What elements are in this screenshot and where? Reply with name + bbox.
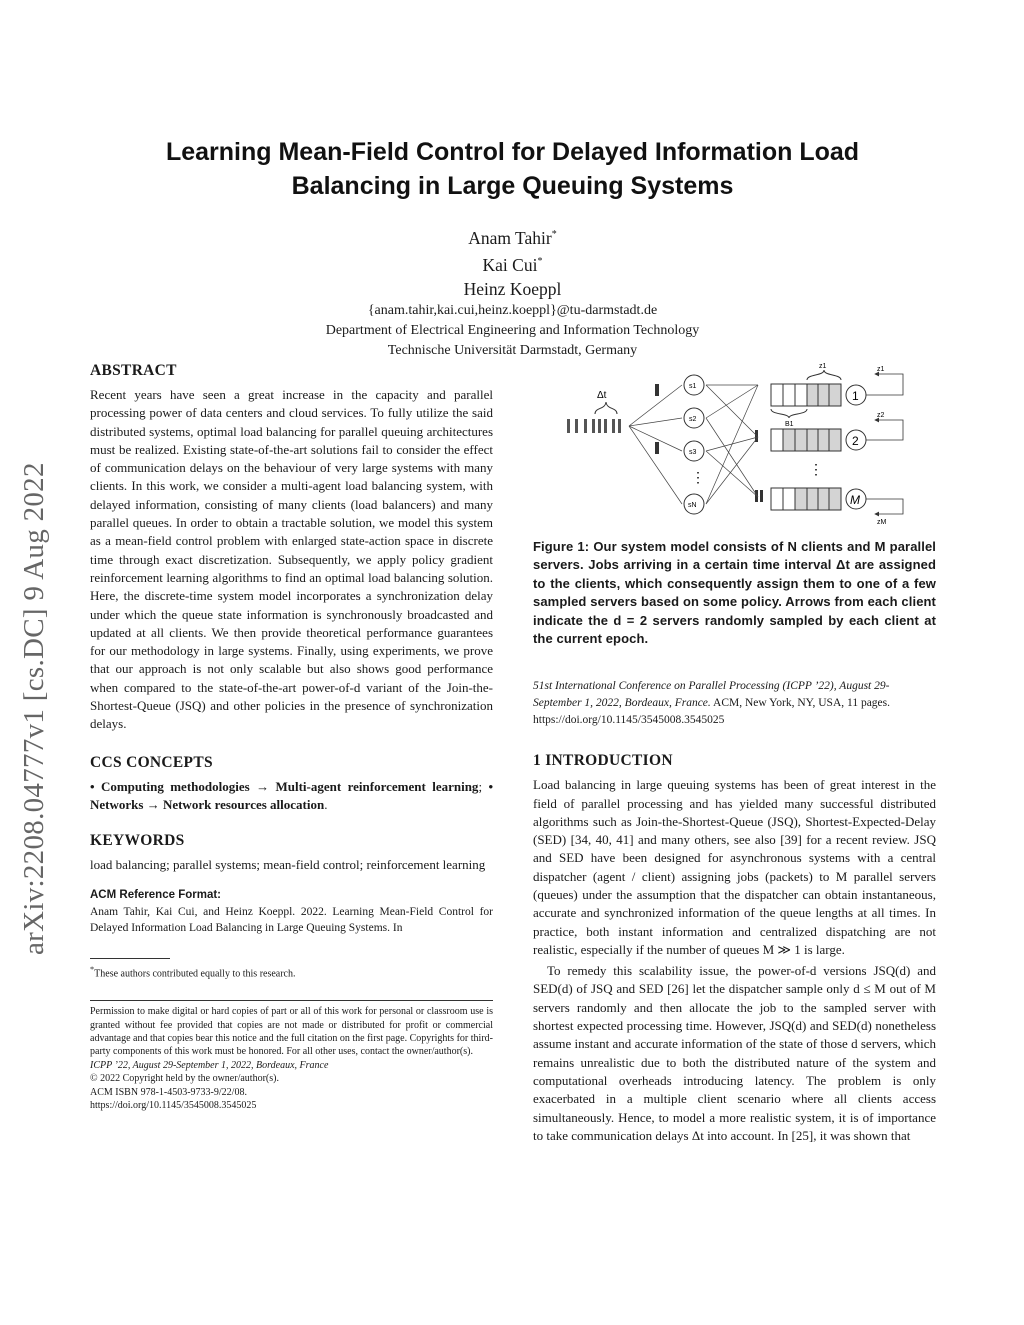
title-line-2: Balancing in Large Queuing Systems	[291, 172, 734, 200]
intro-paragraph-2: To remedy this scalability issue, the power-of-d versions JSQ(d) and SED(d) of JSQ and SED [26] let the dispatcher sample only d ≤ M out of M servers randomly and then allocate the job to the sampled server with shortest expected processing time. However, JSQ(d) and SED(d) nonetheless assume instant and accurate information of the state of those d servers, which remains unrealistic due to both the distributed nature of the system and computational overheads introducing latency. The problem is only exacerbated in a multiple client scenario where all clients access simultaneously. Hence, to model a more realistic system, it is of importance to take communication delays Δt into account. In [25], it was shown that	[533, 963, 936, 1143]
zM-label: zM	[877, 519, 887, 526]
client-dots: ⋮	[691, 469, 705, 485]
figure-caption: Figure 1: Our system model consists of N clients and M parallel servers. Jobs arriving in a certain time interval Δt are assigned to the clients, which consequently assign them to one of a few sampled servers based on some policy. Arrows from each client indicate the d = 2 servers randomly sampled by each client at the current epoch.	[533, 539, 937, 647]
arxiv-identifier: arXiv:2208.04777v1 [cs.DC] 9 Aug 2022	[18, 462, 50, 955]
ccs-concepts: • Computing methodologies → Multi-agent reinforcement learning; • Networks → Network resources allocation.	[90, 778, 494, 812]
delta-t-brace	[595, 402, 617, 414]
clients	[684, 375, 704, 514]
permission-divider	[90, 1000, 493, 1001]
figure-1	[533, 362, 936, 532]
z1-feedback-label: z1	[877, 366, 885, 373]
job-marker	[760, 490, 763, 502]
client-s3-label: s3	[689, 449, 697, 456]
introduction-heading: 1 INTRODUCTION	[533, 752, 673, 770]
permission-notice: Permission to make digital or hard copies of part or all of this work for personal or classroom use is granted without fee provided that copies are not made or distributed for profit or commercial advantage and that copies bear this notice and the full citation on the first page. Copyrights for third-party components of this work must be honored. For all other uses, contact the owner/author(s).	[90, 1006, 493, 1058]
delta-t-label: Δt	[597, 390, 607, 401]
author-1: Anam Tahir*	[468, 227, 557, 248]
feedback-arrows	[866, 374, 903, 514]
queue-M-label: M	[850, 493, 860, 507]
author-email: {anam.tahir,kai.cui,heinz.koeppl}@tu-darmstadt.de	[367, 302, 658, 318]
title-block	[90, 135, 935, 361]
doi: https://doi.org/10.1145/3545008.3545025	[90, 1100, 257, 1112]
b1-label: B1	[785, 421, 794, 428]
job-marker	[655, 442, 659, 454]
conference-note: 51st International Conference on Parallel Processing (ICPP ’22), August 29-September 1, 2022, Bordeaux, France. ACM, New York, NY, USA, 11 pages. https://doi.org/10.1145/3545008.3545025	[533, 680, 891, 726]
ccs-heading: CCS CONCEPTS	[90, 753, 213, 771]
system-model-diagram	[533, 362, 936, 532]
queue-2-label: 2	[852, 434, 859, 448]
department: Department of Electrical Engineering and Information Technology	[325, 322, 700, 338]
title-line-1: Learning Mean-Field Control for Delayed Information Load	[165, 138, 860, 166]
author-2: Kai Cui*	[482, 254, 543, 275]
right-column	[533, 362, 936, 1145]
acm-reference-heading: ACM Reference Format:	[90, 888, 221, 901]
queue-dots: ⋮	[809, 461, 823, 477]
university: Technische Universität Darmstadt, Germany	[387, 342, 638, 358]
acm-reference-text: Anam Tahir, Kai Cui, and Heinz Koeppl. 2022. Learning Mean-Field Control for Delayed Information Load Balancing in Large Queuing Systems. In	[90, 905, 493, 934]
incoming-jobs	[567, 419, 621, 433]
copyright: © 2022 Copyright held by the owner/author(s).	[90, 1073, 279, 1085]
queue-1-label: 1	[852, 389, 859, 403]
isbn: ACM ISBN 978-1-4503-9733-9/22/08.	[90, 1086, 247, 1098]
author-3: Heinz Koeppl	[463, 278, 562, 299]
client-s1-label: s1	[689, 383, 697, 390]
left-column	[90, 362, 493, 1113]
author-list	[90, 223, 935, 301]
venue-line: ICPP ’22, August 29-September 1, 2022, Bordeaux, France	[90, 1059, 329, 1071]
paper-title	[90, 135, 935, 203]
abstract-heading: ABSTRACT	[90, 362, 177, 379]
footnote: *These authors contributed equally to this research.	[90, 964, 296, 979]
client-sN-label: sN	[688, 502, 697, 509]
intro-paragraph-1: Load balancing in large queuing systems has been of great interest in the field of parallel processing and has yielded many successful distributed algorithms such as Join-the-Shortest-Queue (JSQ), Shortest-Expected-Delay (SED) [34, 40, 41] and many others, see also [39] for a recent review. JSQ and SED have been designed for asynchronous systems with a central dispatcher (agent / client) assigning jobs (packets) to M parallel servers (queues) under the assumption that the dispatcher can obtain instantaneous, accurate and synchronized information of the queue lengths at all times. In practice, both instant information and centralized dispatching are not realistic, especially if the number of queues M ≫ 1 is large.	[533, 777, 936, 957]
footnote-divider	[90, 958, 170, 959]
z2-label: z2	[877, 412, 885, 419]
abstract-text: Recent years have seen a great increase in the capacity and parallel processing power of data centers and cloud services. To fully utilize the said distributed systems, optimal load balancing for parallel queuing architectures must be realized. Existing state-of-the-art solutions fail to consider the effect of communication delays on the behaviour of very large systems with many clients. In this work, we consider a multi-agent load balancing system, with delayed information, consisting of many clients (load balancers) and many parallel queues. In order to obtain a tractable solution, we model this system as a mean-field control problem with enlarged state-action space in discrete time through exact discretization. Subsequently, we apply policy gradient reinforcement learning algorithms to find an optimal load balancing solution. Here, the discrete-time system model incorporates a synchronization delay under which the queue state information is synchronously broadcasted and updated at all clients. We then provide theoretical performance guarantees for our methodology in large systems. Finally, using experiments, we prove that our approach is not only scalable but also shows good performance when compared to the state-of-the-art power-of-d variant of the Join-the-Shortest-Queue (JSQ) and other policies in the presence of synchronization delays.	[90, 387, 493, 732]
b1-brace	[771, 409, 807, 418]
client-s2-label: s2	[689, 416, 697, 423]
keywords-text: load balancing; parallel systems; mean-field control; reinforcement learning	[90, 857, 486, 873]
keywords-heading: KEYWORDS	[90, 832, 185, 850]
z1-brace	[807, 370, 841, 380]
z1-label: z1	[819, 363, 827, 370]
job-marker	[655, 384, 659, 396]
